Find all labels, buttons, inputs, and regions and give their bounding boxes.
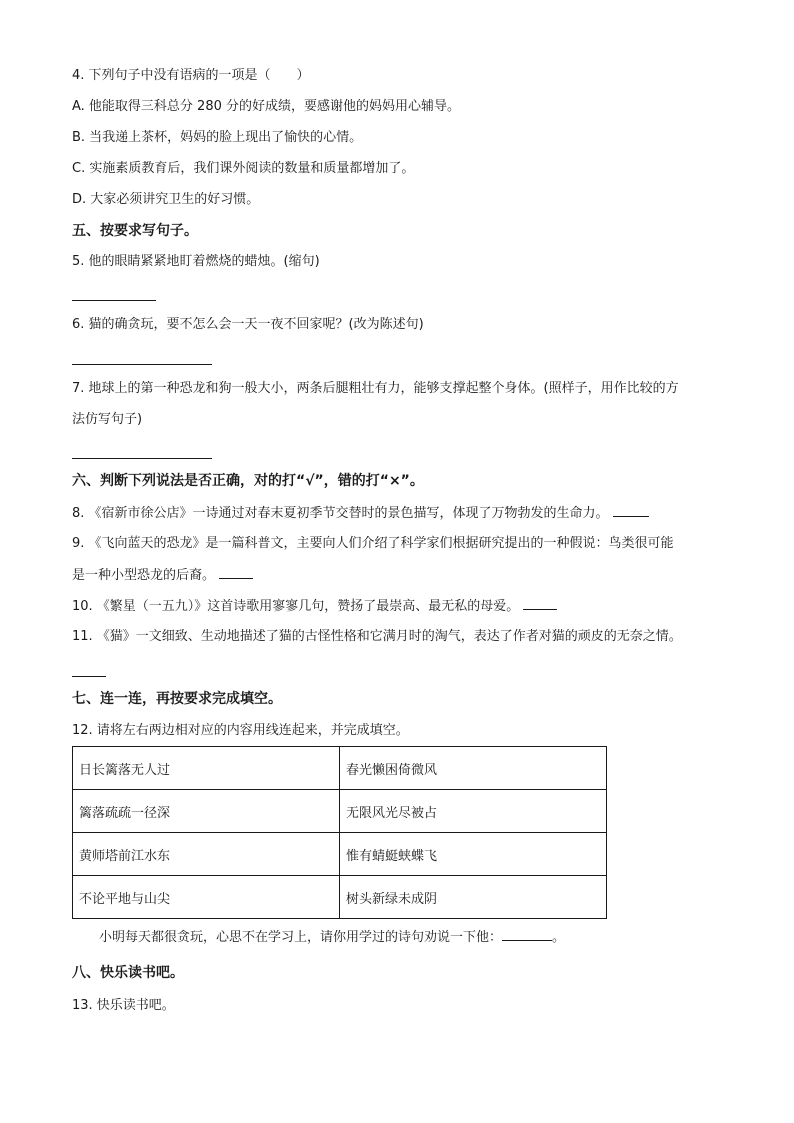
left-poem-line[interactable]: 日长篱落无人过	[73, 747, 340, 790]
right-poem-line[interactable]: 树头新绿未成阴	[340, 876, 607, 919]
question-4-stem: 4. 下列句子中没有语病的一项是（ ）	[72, 68, 310, 83]
question-7-line-2: 法仿写句子)	[72, 412, 143, 427]
table-row	[73, 747, 607, 790]
question-6-answer-line[interactable]	[72, 364, 212, 365]
question-9-line-2	[72, 566, 253, 585]
question-11-blank[interactable]	[72, 676, 106, 677]
table-row	[73, 833, 607, 876]
right-poem-line[interactable]: 惟有蜻蜓蛱蝶飞	[340, 833, 607, 876]
question-10-text: 10. 《繁星（一五九）》这首诗歌用寥寥几句，赞扬了最崇高、最无私的母爱。	[72, 599, 520, 614]
fill-in-prompt	[99, 928, 565, 947]
fill-in-end: 。	[552, 930, 566, 945]
question-5-answer-line[interactable]	[72, 300, 156, 301]
question-4-option-a: A. 他能取得三科总分 280 分的好成绩，要感谢他的妈妈用心辅导。	[72, 99, 461, 114]
fill-in-blank[interactable]	[502, 928, 552, 941]
left-poem-line[interactable]: 篱落疏疏一径深	[73, 790, 340, 833]
right-poem-line[interactable]: 无限风光尽被占	[340, 790, 607, 833]
question-13: 13. 快乐读书吧。	[72, 998, 175, 1013]
question-9-text: 是一种小型恐龙的后裔。	[72, 568, 216, 583]
section-7-heading: 七、连一连，再按要求完成填空。	[72, 691, 282, 707]
section-8-heading: 八、快乐读书吧。	[72, 965, 184, 981]
question-8	[72, 504, 649, 523]
question-7-line-1: 7. 地球上的第一种恐龙和狗一般大小，两条后腿粗壮有力，能够支撑起整个身体。(照样子，用作比较的方	[72, 381, 679, 396]
question-4-option-d: D. 大家必须讲究卫生的好习惯。	[72, 192, 260, 207]
table-row	[73, 790, 607, 833]
fill-in-text: 小明每天都很贪玩，心思不在学习上，请你用学过的诗句劝说一下他：	[99, 930, 503, 945]
question-12: 12. 请将左右两边相对应的内容用线连起来，并完成填空。	[72, 723, 409, 738]
table-row	[73, 876, 607, 919]
question-5: 5. 他的眼睛紧紧地盯着燃烧的蜡烛。(缩句)	[72, 254, 320, 269]
question-9-line-1: 9. 《飞向蓝天的恐龙》是一篇科普文，主要向人们介绍了科学家们根据研究提出的一种假说：鸟类很可能	[72, 536, 674, 551]
left-poem-line[interactable]: 黄师塔前江水东	[73, 833, 340, 876]
section-5-heading: 五、按要求写句子。	[72, 223, 198, 239]
question-4-option-c: C. 实施素质教育后，我们课外阅读的数量和质量都增加了。	[72, 161, 415, 176]
question-4-option-b: B. 当我递上茶杯，妈妈的脸上现出了愉快的心情。	[72, 130, 363, 145]
section-6-heading: 六、判断下列说法是否正确，对的打“√”，错的打“×”。	[72, 473, 424, 489]
poem-matching-table	[72, 746, 607, 919]
question-10-blank[interactable]	[523, 597, 557, 610]
question-9-blank[interactable]	[219, 566, 253, 579]
left-poem-line[interactable]: 不论平地与山尖	[73, 876, 340, 919]
question-6: 6. 猫的确贪玩，要不怎么会一天一夜不回家呢？(改为陈述句)	[72, 317, 424, 332]
question-8-blank[interactable]	[613, 504, 649, 517]
question-7-answer-line[interactable]	[72, 458, 212, 459]
right-poem-line[interactable]: 春光懒困倚微风	[340, 747, 607, 790]
question-11: 11. 《猫》一文细致、生动地描述了猫的古怪性格和它满月时的淘气，表达了作者对猫的顽皮的无奈之情。	[72, 629, 682, 644]
question-8-text: 8. 《宿新市徐公店》一诗通过对春末夏初季节交替时的景色描写，体现了万物勃发的生命力。	[72, 506, 609, 521]
question-10	[72, 597, 557, 616]
